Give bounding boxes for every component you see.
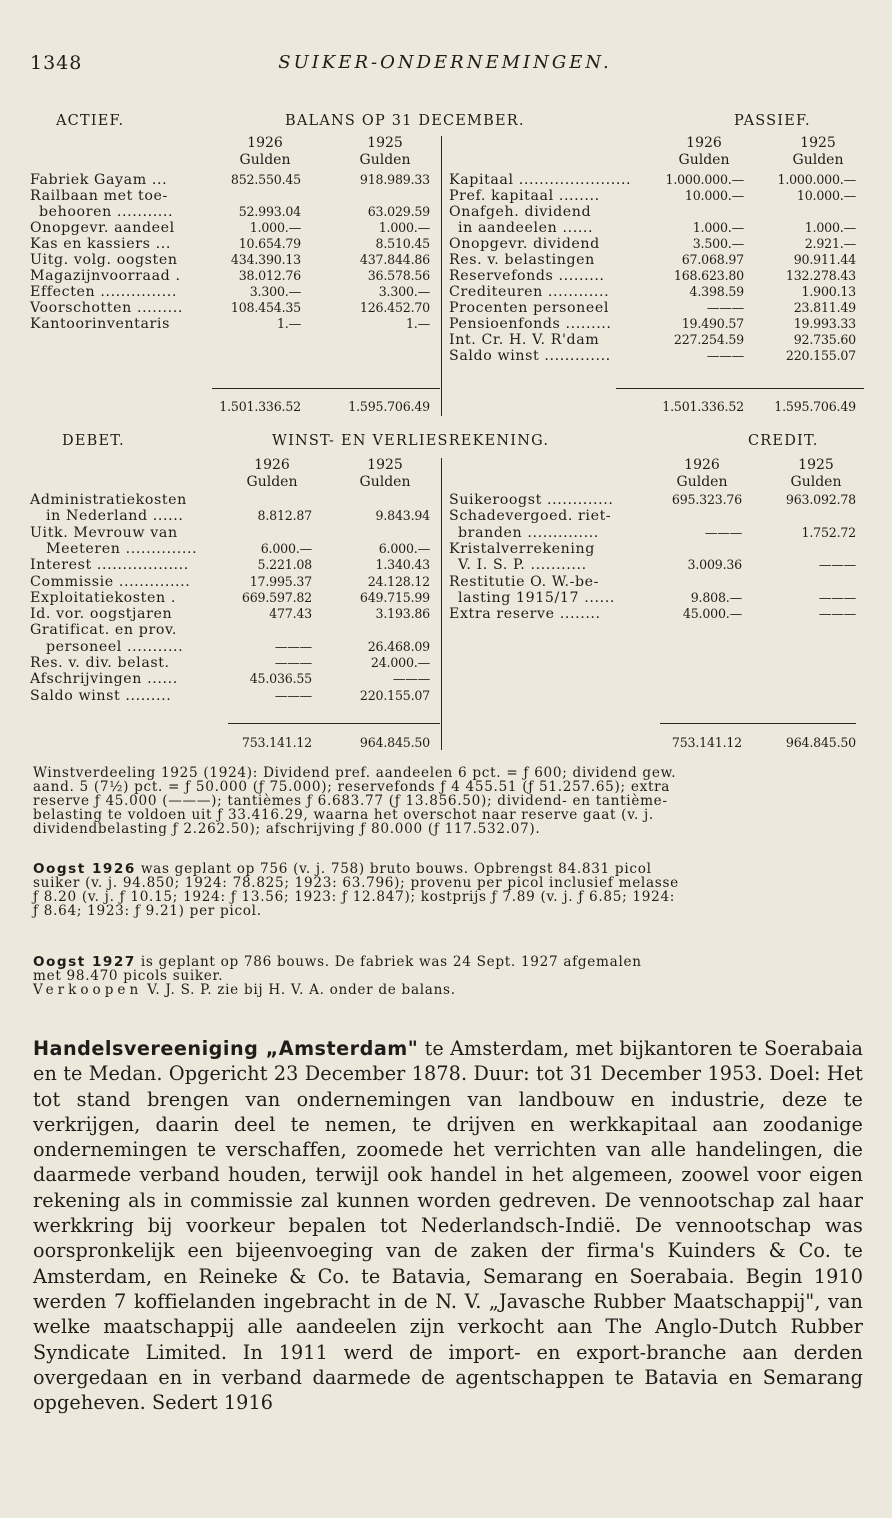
passief-row-value-1925: 132.278.43 [785, 268, 856, 283]
actief-row-value-1925: 437.844.86 [359, 252, 430, 267]
actief-total-1925: 1.595.706.49 [348, 399, 430, 414]
passief-row-value-1925: 220.155.07 [785, 348, 856, 363]
passief-row-label: Res. v. belastingen [449, 252, 595, 268]
note-line: suiker (v. j. 94.850; 1924: 78.825; 1923: 63.796); provenu per picol inclusief melasse [33, 875, 679, 891]
debet-row-value-1926: 17.995.37 [249, 573, 312, 589]
actief-row-label: behooren ........... [39, 204, 174, 220]
passief-row-label: Saldo winst ............. [449, 348, 611, 364]
credit-row-value-1926: ——— [704, 524, 742, 540]
company-name: Handelsvereeniging „Amsterdam" [33, 1037, 419, 1060]
debet-row-value-1925: 26.468.09 [367, 638, 430, 654]
note-text: is geplant op 786 bouws. De fabriek was 24 Sept. 1927 afgemalen [140, 954, 642, 970]
pnl-unit-1925: Gulden [359, 474, 411, 490]
passief-row-value-1926: 3.500.— [692, 236, 744, 251]
pnl-year-1926: 1926 [254, 457, 290, 473]
note-line: Winstverdeeling 1925 (1924): Dividend pref. aandeelen 6 pct. = ƒ 600; dividend gew. [33, 765, 677, 781]
note-line: ƒ 8.20 (v. j. ƒ 10.15; 1924: ƒ 13.56; 1923: ƒ 12.847); kostprijs ƒ 7.89 (v. j. ƒ 6.85; 1924: [33, 889, 676, 905]
passief-row-value-1926: 168.623.80 [673, 268, 744, 283]
passief-row-value-1926: 10.000.— [684, 188, 744, 203]
note-line [33, 983, 865, 997]
debet-row-label: Id. vor. oogstjaren [30, 606, 173, 623]
note-line: belasting te voldoen uit ƒ 33.416.29, waarna het overschot naar reserve gaat (v. j. [33, 807, 654, 823]
credit-row-value-1926: 3.009.36 [687, 557, 742, 573]
credit-row-value-1925: 1.752.72 [801, 524, 856, 540]
debet-row-label: Exploitatiekosten . [30, 589, 176, 606]
actief-row-value-1926: 852.550.45 [230, 172, 301, 187]
actief-row-value-1926: 1.— [276, 316, 301, 331]
debet-row-label: Meeteren .............. [46, 540, 198, 557]
credit-row-label: Extra reserve ........ [449, 606, 601, 623]
debet-row-value-1926: 669.597.82 [241, 589, 312, 605]
credit-row-value-1925: ——— [818, 589, 856, 605]
passief-row-value-1925: 19.993.33 [793, 316, 856, 331]
credit-row-value-1926: 45.000.— [682, 606, 742, 622]
debet-total-rule [228, 723, 440, 724]
debet-row-value-1925: 3.193.86 [375, 606, 430, 622]
passief-row-value-1926: 19.490.57 [681, 316, 744, 331]
verkoopen-text: V. J. S. P. zie bij H. V. A. onder de balans. [147, 982, 456, 998]
debet-row-label: Saldo winst ......... [30, 687, 172, 704]
debet-row-value-1926: ——— [274, 638, 312, 654]
credit-row-label: Schadevergoed. riet- [449, 508, 612, 525]
pnl-unit-1925-right: Gulden [790, 474, 842, 490]
passief-row-label: Onopgevr. dividend [449, 236, 600, 252]
credit-row-label: Suikeroogst ............. [449, 492, 614, 508]
credit-row-label: branden .............. [458, 524, 599, 541]
passief-row-value-1926: 1.000.000.— [665, 172, 744, 187]
note-text: was geplant op 756 (v. j. 758) bruto bouws. Opbrengst 84.831 picol [140, 861, 652, 877]
credit-row-label: Restitutie O. W.-be- [449, 573, 600, 590]
oogst-1927-heading: Oogst 1927 [33, 954, 136, 970]
winstverdeeling-note [33, 766, 865, 836]
actief-row-label: Voorschotten ......... [30, 300, 183, 316]
passief-row-value-1925: 23.811.49 [793, 300, 856, 315]
debet-row-label: Commissie .............. [30, 573, 191, 590]
debet-row-label: Administratiekosten [30, 492, 187, 508]
credit-row-label: V. I. S. P. ........... [458, 557, 587, 574]
passief-row-value-1925: 1.900.13 [801, 284, 856, 299]
debet-row-value-1926: 5.221.08 [257, 557, 312, 573]
actief-row-value-1925: 63.029.59 [367, 204, 430, 219]
passief-row-value-1925: 92.735.60 [793, 332, 856, 347]
page-number: 1348 [30, 52, 83, 74]
note-line: aand. 5 (7½) pct. = ƒ 50.000 (ƒ 75.000); reservefonds ƒ 4 455.51 (ƒ 51.257.65); extra [33, 779, 671, 795]
debet-row-label: Afschrijvingen ...... [30, 671, 178, 688]
actief-row-label: Uitg. volg. oogsten [30, 252, 178, 268]
note-line: ƒ 8.64; 1923: ƒ 9.21) per picol. [33, 903, 262, 919]
actief-row-value-1926: 1.000.— [249, 220, 301, 235]
passief-row-value-1925: 90.911.44 [793, 252, 856, 267]
debet-row-value-1926: 8.812.87 [257, 508, 312, 524]
passief-row-label: Pensioenfonds ......... [449, 316, 612, 332]
credit-row-value-1925: ——— [818, 606, 856, 622]
col-year-1926-right: 1926 [686, 135, 722, 151]
debet-row-value-1925: ——— [392, 671, 430, 687]
debet-row-value-1926: 477.43 [269, 606, 312, 622]
pnl-year-1925-right: 1925 [798, 457, 834, 473]
actief-row-value-1926: 3.300.— [249, 284, 301, 299]
balance-heading: BALANS OP 31 DECEMBER. [285, 113, 525, 129]
pnl-unit-1926-right: Gulden [676, 474, 728, 490]
actief-row-value-1925: 1.— [405, 316, 430, 331]
debet-row-value-1925: 24.128.12 [367, 573, 430, 589]
debet-row-label: Interest .................. [30, 557, 189, 574]
passief-row-value-1925: 1.000.000.— [777, 172, 856, 187]
passief-heading: PASSIEF. [734, 113, 811, 129]
passief-row-label: Onafgeh. dividend [449, 204, 592, 220]
pnl-year-1925: 1925 [367, 457, 403, 473]
credit-row-value-1926: 9.808.— [690, 589, 742, 605]
credit-row-label: Kristalverrekening [449, 540, 595, 557]
debet-row-value-1925: 1.340.43 [375, 557, 430, 573]
actief-row-value-1926: 10.654.79 [238, 236, 301, 251]
note-line: reserve ƒ 45.000 (———); tantièmes ƒ 6.683.77 (ƒ 13.856.50); dividend- en tantième- [33, 793, 668, 809]
debet-heading: DEBET. [62, 433, 125, 449]
debet-row-value-1925: 649.715.99 [359, 589, 430, 605]
note-line: dividendbelasting ƒ 2.262.50); afschrijving ƒ 80.000 (ƒ 117.532.07). [33, 821, 541, 837]
passief-total-1925: 1.595.706.49 [774, 399, 856, 414]
note-line [33, 862, 865, 876]
debet-row-label: Res. v. div. belast. [30, 655, 170, 671]
passief-row-value-1925: 2.921.— [804, 236, 856, 251]
actief-row-value-1926: 108.454.35 [230, 300, 301, 315]
credit-total-1926: 753.141.12 [671, 735, 742, 750]
passief-row-value-1926: 4.398.59 [689, 284, 744, 299]
company-entry [33, 1036, 863, 1415]
credit-row-value-1925: ——— [818, 557, 856, 573]
actief-row-value-1926: 434.390.13 [230, 252, 301, 267]
pnl-heading: WINST- EN VERLIESREKENING. [272, 433, 550, 449]
credit-row-value-1926: 695.323.76 [671, 492, 742, 507]
actief-row-value-1926: 38.012.76 [238, 268, 301, 283]
col-unit-1925-right: Gulden [792, 152, 844, 168]
debet-row-value-1925: 220.155.07 [359, 687, 430, 703]
passief-row-value-1925: 10.000.— [796, 188, 856, 203]
passief-row-value-1926: 227.254.59 [673, 332, 744, 347]
debet-row-value-1925: 6.000.— [378, 540, 430, 556]
passief-row-value-1926: ——— [706, 348, 744, 363]
col-unit-1925: Gulden [359, 152, 411, 168]
credit-row-value-1925: 963.092.78 [785, 492, 856, 507]
debet-row-value-1926: 45.036.55 [249, 671, 312, 687]
debet-row-label: in Nederland ...... [46, 508, 184, 525]
passief-row-label: Kapitaal ...................... [449, 172, 632, 188]
debet-row-value-1925: 24.000.— [370, 655, 430, 670]
debet-row-value-1926: ——— [274, 655, 312, 670]
credit-row-label: lasting 1915/17 ...... [458, 589, 615, 606]
actief-row-value-1925: 8.510.45 [375, 236, 430, 251]
passief-row-label: Procenten personeel [449, 300, 610, 316]
actief-row-label: Onopgevr. aandeel [30, 220, 175, 236]
actief-row-value-1925: 36.578.56 [367, 268, 430, 283]
company-description: te Amsterdam, met bijkantoren te Soerabaia en te Medan. Opgericht 23 December 1878. Duur: tot 31 December 1953. Doel: Het tot stand brengen van ondernemingen van landbouw en industrie, deze te verkrijgen, daarin deel te nemen, te drijven en werkkapitaal aan zoodanige ondernemingen te verschaffen, zoomede het verrichten van alle handelingen, die daarmede verband houden, terwijl ook handel in het algemeen, zoowel voor eigen rekening als in commissie zal kunnen worden gedreven. De vennootschap zal haar werkkring bij voorkeur bepalen tot Nederlandsch-Indië. De vennootschap was oorspronkelijk een bijeenvoeging van de zaken der firma's Kuinders & Co. te Amsterdam, en Reineke & Co. te Batavia, Semarang en Soerabaia. Begin 1910 werden 7 koffielanden ingebracht in de N. V. „Javasche Rubber Maatschappij", van welke maatschappij alle aandeelen zijn verkocht aan The Anglo-Dutch Rubber Syndicate Limited. In 1911 werd de import- en export-branche aan derden overgedaan en in verband daarmede de agentschappen te Batavia en Semarang opgeheven. Sedert 1916 [33, 1037, 864, 1415]
debet-row-label: Gratificat. en prov. [30, 622, 178, 639]
actief-row-value-1925: 918.989.33 [359, 172, 430, 187]
actief-row-label: Magazijnvoorraad . [30, 268, 181, 284]
oogst-1926-heading: Oogst 1926 [33, 861, 136, 877]
actief-row-label: Kantoorinventaris [30, 316, 170, 332]
passief-row-value-1926: 67.068.97 [681, 252, 744, 267]
passief-row-label: Int. Cr. H. V. R'dam [449, 332, 600, 348]
actief-row-label: Railbaan met toe- [30, 188, 168, 204]
note-line [33, 955, 865, 969]
col-unit-1926: Gulden [239, 152, 291, 168]
pnl-year-1926-right: 1926 [684, 457, 720, 473]
passief-row-value-1926: ——— [706, 300, 744, 315]
pnl-divider [441, 458, 442, 750]
passief-row-label: Crediteuren ............ [449, 284, 610, 300]
passief-row-value-1925: 1.000.— [804, 220, 856, 235]
credit-total-rule [660, 723, 856, 724]
passief-row-label: in aandeelen ...... [458, 220, 594, 236]
col-year-1926: 1926 [247, 135, 283, 151]
actief-total-1926: 1.501.336.52 [219, 399, 301, 414]
actief-row-value-1926: 52.993.04 [238, 204, 301, 219]
oogst-1926-note [33, 862, 865, 918]
actief-row-value-1925: 3.300.— [378, 284, 430, 299]
col-year-1925: 1925 [367, 135, 403, 151]
actief-heading: ACTIEF. [56, 113, 125, 129]
debet-total-1926: 753.141.12 [241, 735, 312, 750]
actief-row-value-1925: 126.452.70 [359, 300, 430, 315]
debet-row-value-1926: ——— [274, 687, 312, 703]
running-title: SUIKER-ONDERNEMINGEN. [278, 52, 612, 73]
verkoopen-heading: Verkoopen [33, 982, 143, 998]
debet-row-value-1926: 6.000.— [260, 540, 312, 556]
debet-row-value-1925: 9.843.94 [375, 508, 430, 524]
credit-total-1925: 964.845.50 [785, 735, 856, 750]
passief-row-label: Pref. kapitaal ........ [449, 188, 600, 204]
debet-row-label: Uitk. Mevrouw van [30, 524, 178, 541]
oogst-1927-note [33, 955, 865, 997]
note-line: met 98.470 picols suiker. [33, 968, 224, 984]
actief-row-value-1925: 1.000.— [378, 220, 430, 235]
passief-row-label: Reservefonds ......... [449, 268, 605, 284]
debet-row-label: personeel ........... [46, 638, 184, 655]
debet-total-1925: 964.845.50 [359, 735, 430, 750]
actief-row-label: Kas en kassiers ... [30, 236, 171, 252]
actief-row-label: Fabriek Gayam ... [30, 172, 168, 188]
passief-total-1926: 1.501.336.52 [662, 399, 744, 414]
pnl-unit-1926: Gulden [246, 474, 298, 490]
actief-row-label: Effecten ............... [30, 284, 177, 300]
col-year-1925-right: 1925 [800, 135, 836, 151]
col-unit-1926-right: Gulden [678, 152, 730, 168]
passief-row-value-1926: 1.000.— [692, 220, 744, 235]
credit-heading: CREDIT. [748, 433, 819, 449]
